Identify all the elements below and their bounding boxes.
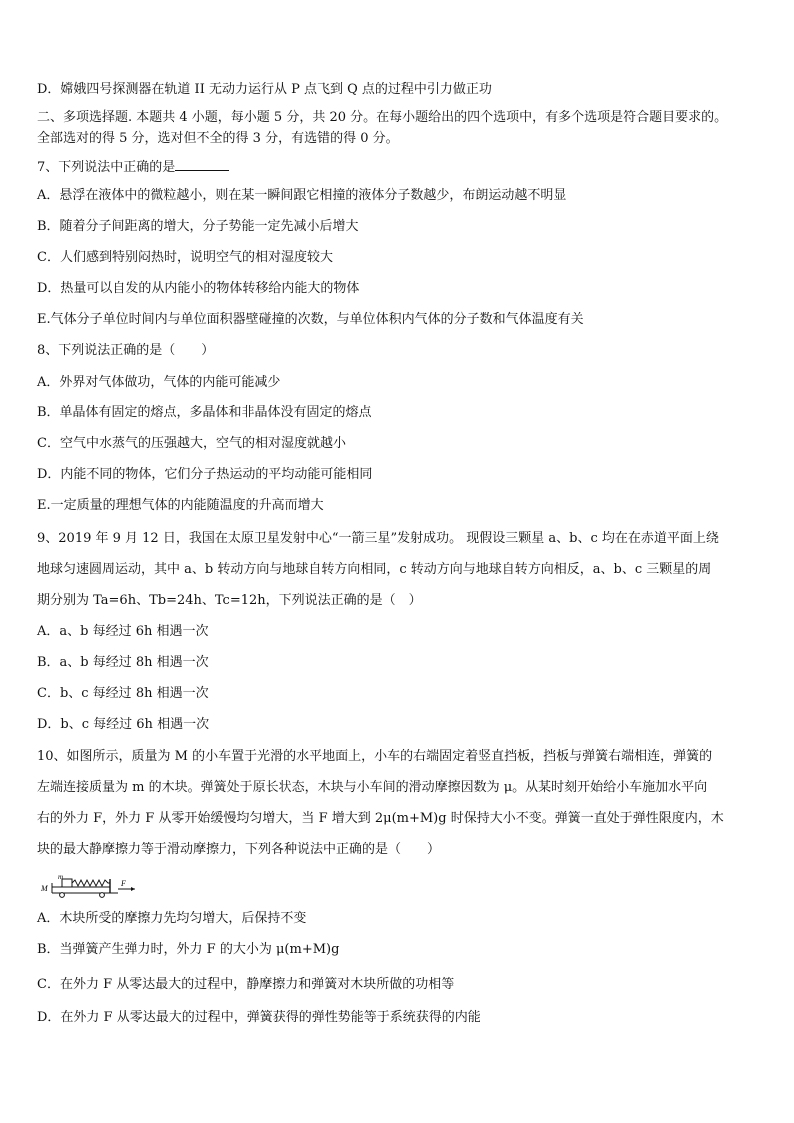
question-7-option-b: B．随着分子间距离的增大，分子势能一定先减小后增大: [37, 219, 359, 234]
question-10-option-a: A．木块所受的摩擦力先均匀增大，后保持不变: [37, 911, 307, 926]
question-10-stem-line-3: 右的外力 F，外力 F 从零开始缓慢均匀增大，当 F 增大到 2μ(m+M)g 时保持大小不变。弹簧一直处于弹性限度内，木: [37, 811, 724, 826]
question-10-stem-line-4: 块的最大静摩擦力等于滑动摩擦力，下列各种说法中正确的是（ ）: [37, 842, 441, 857]
question-7-option-c: C．人们感到特别闷热时，说明空气的相对湿度较大: [37, 250, 333, 265]
wheel-left: [60, 893, 65, 898]
question-8-option-a: A．外界对气体做功，气体的内能可能减少: [37, 375, 281, 390]
question-9-stem-line-1: 9、2019 年 9 月 12 日，我国在太原卫星发射中心“一箭三星”发射成功。 现假设三颗星 a、b、c 均在在赤道平面上绕: [37, 531, 719, 546]
section-instructions: 全部选对的得 5 分，选对但不全的得 3 分，有选错的得 0 分。: [37, 131, 399, 146]
question-9-option-d: D．b、c 每经过 6h 相遇一次: [37, 717, 210, 732]
question-10-option-c: C．在外力 F 从零达最大的过程中，静摩擦力和弹簧对木块所做的功相等: [37, 977, 455, 992]
question-9-option-b: B．a、b 每经过 8h 相遇一次: [37, 655, 209, 670]
question-9-stem-line-2: 地球匀速圆周运动，其中 a、b 转动方向与地球自转方向相同，c 转动方向与地球自转方向相反，a、b、c 三颗星的周: [37, 562, 712, 577]
cart-spring-block-figure: [40, 874, 140, 898]
question-10-stem-line-1: 10、如图所示，质量为 M 的小车置于光滑的水平地面上，小车的右端固定着竖直挡板，挡板与弹簧右端相连，弹簧的: [37, 749, 713, 764]
label-F: F: [121, 879, 126, 888]
label-m: m: [58, 874, 64, 881]
wheel-right: [100, 893, 105, 898]
question-7-option-d: D．热量可以自发的从内能小的物体转移给内能大的物体: [37, 281, 360, 296]
question-7-stem: 7、下列说法中正确的是: [37, 158, 759, 176]
question-9-option-a: A．a、b 每经过 6h 相遇一次: [37, 624, 209, 639]
question-9-stem-line-3: 期分别为 Ta=6h、Tb=24h、Tc=12h，下列说法正确的是（ ）: [37, 593, 422, 608]
answer-blank: [175, 158, 229, 171]
question-8-option-d: D．内能不同的物体，它们分子热运动的平均动能可能相同: [37, 467, 373, 482]
label-M: M: [41, 884, 48, 893]
spring: [72, 880, 110, 886]
question-10-stem-line-2: 左端连接质量为 m 的木块。弹簧处于原长状态，木块与小车间的滑动摩擦因数为 μ。从某时刻开始给小车施加水平向: [37, 780, 708, 795]
option-1d: D．嫦娥四号探测器在轨道 II 无动力运行从 P 点飞到 Q 点的过程中引力做正功: [37, 82, 492, 97]
question-8-stem: 8、下列说法正确的是（ ）: [37, 343, 215, 358]
question-9-option-c: C．b、c 每经过 8h 相遇一次: [37, 686, 209, 701]
question-8-option-b: B．单晶体有固定的熔点，多晶体和非晶体没有固定的熔点: [37, 405, 372, 420]
question-8-option-e: E.一定质量的理想气体的内能随温度的升高而增大: [37, 498, 324, 513]
question-7-option-a: A．悬浮在液体中的微粒越小，则在某一瞬间跟它相撞的液体分子数越少，布朗运动越不明显: [37, 188, 567, 203]
question-7-option-e: E.气体分子单位时间内与单位面积器壁碰撞的次数，与单位体积内气体的分子数和气体温度有关: [37, 312, 584, 327]
force-arrow-head: [131, 887, 135, 891]
wood-block: [62, 879, 72, 887]
question-10-option-d: D．在外力 F 从零达最大的过程中，弹簧获得的弹性势能等于系统获得的内能: [37, 1010, 481, 1025]
question-10-option-b: B．当弹簧产生弹力时，外力 F 的大小为 μ(m+M)g: [37, 942, 340, 957]
question-8-option-c: C．空气中水蒸气的压强越大，空气的相对湿度就越小: [37, 436, 346, 451]
section-heading: 二、多项选择题. 本题共 4 小题，每小题 5 分，共 20 分。在每小题给出的四个选项中，有多个选项是符合题目要求的。: [37, 110, 728, 125]
